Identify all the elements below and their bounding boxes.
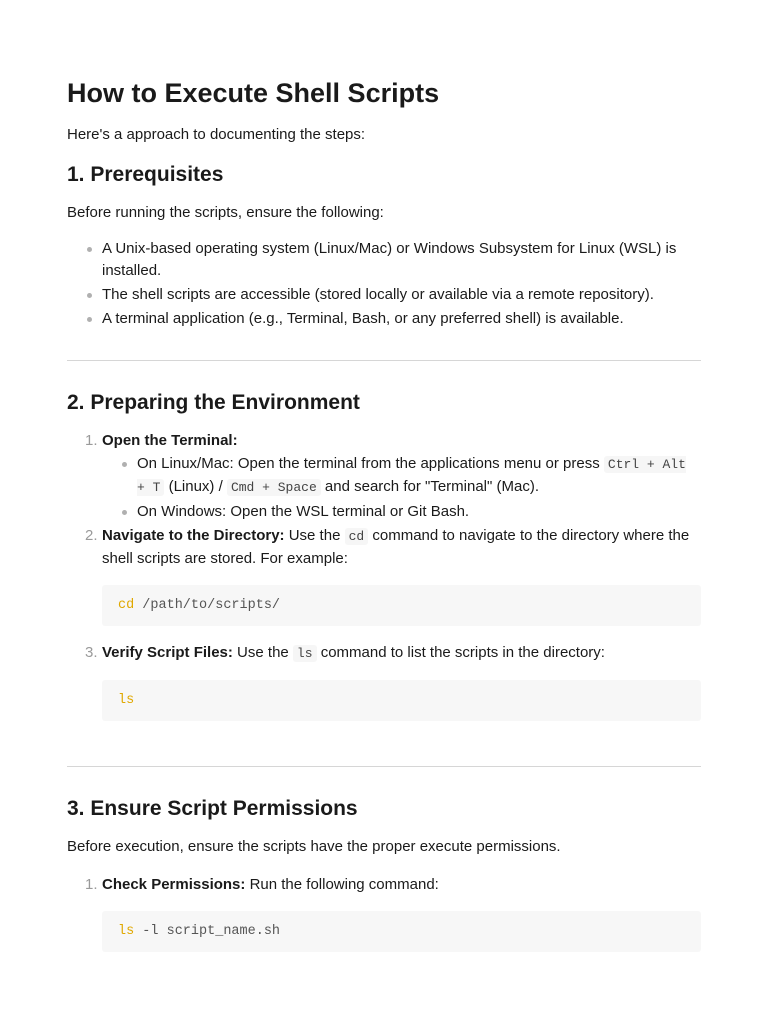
code-args: /path/to/scripts/ [134, 598, 281, 613]
list-item [137, 453, 701, 499]
permissions-lead: Before execution, ensure the scripts have the proper execute permissions. [67, 838, 561, 855]
intro-paragraph: Here's a approach to documenting the steps: [67, 126, 366, 143]
step-number: 3. [85, 644, 98, 661]
list-item: A Unix-based operating system (Linux/Mac) or Windows Subsystem for Linux (WSL) is installed. [102, 238, 701, 282]
step-number: 1. [85, 432, 98, 449]
code-block-cd [102, 585, 701, 626]
page-title: How to Execute Shell Scripts [67, 78, 440, 108]
step-label: Open the Terminal: [102, 432, 238, 449]
step-text: command to list the scripts in the directory: [316, 644, 605, 661]
step-text: Use the [232, 644, 293, 661]
section-heading-permissions: 3. Ensure Script Permissions [67, 797, 358, 820]
step-navigate-directory [67, 525, 701, 570]
step-verify-files [67, 642, 701, 665]
step-open-terminal [67, 430, 701, 523]
code-args: -l script_name.sh [134, 924, 281, 939]
code-block-ls-l [102, 911, 701, 952]
shortcut-code-mac: Cmd + Space [227, 479, 321, 496]
list-item: The shell scripts are accessible (stored locally or available via a remote repository). [102, 284, 701, 306]
list-item: On Windows: Open the WSL terminal or Git Bash. [137, 501, 701, 523]
step-text: command to navigate to the directory where the shell scripts are stored. For example: [102, 527, 690, 567]
step-check-permissions [67, 874, 701, 896]
sub-text: (Linux) / [164, 478, 227, 495]
prerequisites-lead: Before running the scripts, ensure the following: [67, 204, 384, 221]
shortcut-code-linux: Ctrl + Alt + T [137, 457, 686, 495]
list-item: A terminal application (e.g., Terminal, Bash, or any preferred shell) is available. [102, 308, 701, 330]
step-label: Verify Script Files: [102, 644, 233, 661]
code-keyword: ls [118, 924, 135, 939]
step-number: 2. [85, 527, 98, 544]
section-heading-environment: 2. Preparing the Environment [67, 391, 360, 414]
step-text: Use the [284, 527, 345, 544]
step-text: Run the following command: [245, 876, 439, 893]
section-heading-prerequisites: 1. Prerequisites [67, 163, 224, 186]
code-keyword: ls [118, 693, 135, 708]
step-label: Navigate to the Directory: [102, 527, 285, 544]
sub-text: and search for "Terminal" (Mac). [320, 478, 539, 495]
terminal-sub-list [102, 453, 701, 523]
code-keyword: cd [118, 598, 135, 613]
section-divider [67, 766, 701, 767]
sub-text: On Linux/Mac: Open the terminal from the applications menu or press [137, 455, 604, 472]
inline-code-ls: ls [293, 645, 317, 662]
step-label: Check Permissions: [102, 876, 246, 893]
prerequisites-list [67, 238, 701, 330]
inline-code-cd: cd [345, 528, 369, 545]
step-number: 1. [85, 876, 98, 893]
code-block-ls [102, 680, 701, 721]
section-divider [67, 360, 701, 361]
